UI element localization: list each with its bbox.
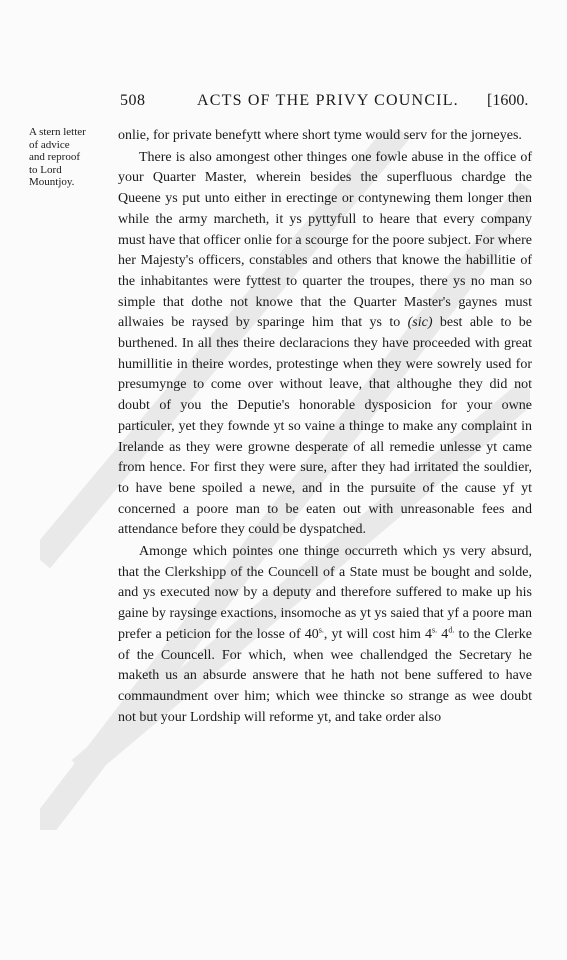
paragraph-2-text: There is also amongest other thinges one fowle abuse in the office of your Quarter Master, wherein besides the superfluous chardge the Queene ys put unto either in erectinge or contynewing them longer then while the army marcheth, it ys pyttyfull to heare that every company must have that officer onlie for a scourge for the poore subject. For where her Majesty's officers, constables and others that knowe the habillitie of the inhabitantes were fyttest to quarter the troupes, there ys no man so simple that dothe not knowe that the Quarter Master's gaynes must allwaies be raysed by sparinge him that ys to <box>118 149 532 331</box>
shillings-superscript: s. <box>432 625 438 635</box>
paragraph-3-part-b: , yt will cost him 4 <box>323 626 433 642</box>
paragraph-2 <box>118 148 532 541</box>
paragraph-3-part-d: to the Clerke of the Councell. For which, when wee challendged the Secretary he maketh us an absurde answere that he hath not bene suffered to have commaundment over him; which wee thincke so strange as wee doubt not but your Lordship will reforme yt, and take order also <box>118 626 533 725</box>
year-marker: [1600. <box>487 92 529 109</box>
shillings-superscript: s. <box>318 625 324 635</box>
paragraph-2-rest: best able to be burthened. In all thes theire declaracions they have proceeded with great humillitie in theire wordes, protestinge when they were sowrely used for presumynge to come over without leave, that althoughe they did not doubt of you the Deputie's honorable dysposicion for your owne particuler, yet they fownde yt so vaine a thinge to make any complaint in Irelande as they were growne desperate of all remedie unlesse yt came from hence. For first they were sure, after they had irritated the souldier, to have bene spoiled a newe, and in the pursuite of the cause yf yt concerned a poore man to be eaten out with unreasonable fees and attendance before they could be dyspatched. <box>118 315 533 538</box>
paragraph-3-part-c: 4 <box>437 626 449 642</box>
body-text <box>118 126 532 728</box>
page-number: 508 <box>120 92 146 109</box>
running-head: ACTS OF THE PRIVY COUNCIL. <box>197 92 459 109</box>
margin-sidenote: A stern letter of advice and reproof to Lord Mountjoy. <box>29 126 86 188</box>
paragraph-3-part-a: Amonge which pointes one thinge occurreth which ys very absurd, that the Clerkshipp of the Councell of a State must be bought and solde, and ys executed now by a deputy and therefore suffered to make up his gaine by raysinge exactions, insomoche as yt ys saied that yf a poore man prefer a peticion for the losse of 40 <box>118 544 532 642</box>
sic-annotation: (sic) <box>407 315 433 331</box>
pence-superscript: d. <box>448 625 455 635</box>
paragraph-1: onlie, for private benefytt where short tyme would serv for the jorneyes. <box>118 128 522 143</box>
paragraph-3 <box>118 542 532 728</box>
page-header <box>0 92 567 114</box>
